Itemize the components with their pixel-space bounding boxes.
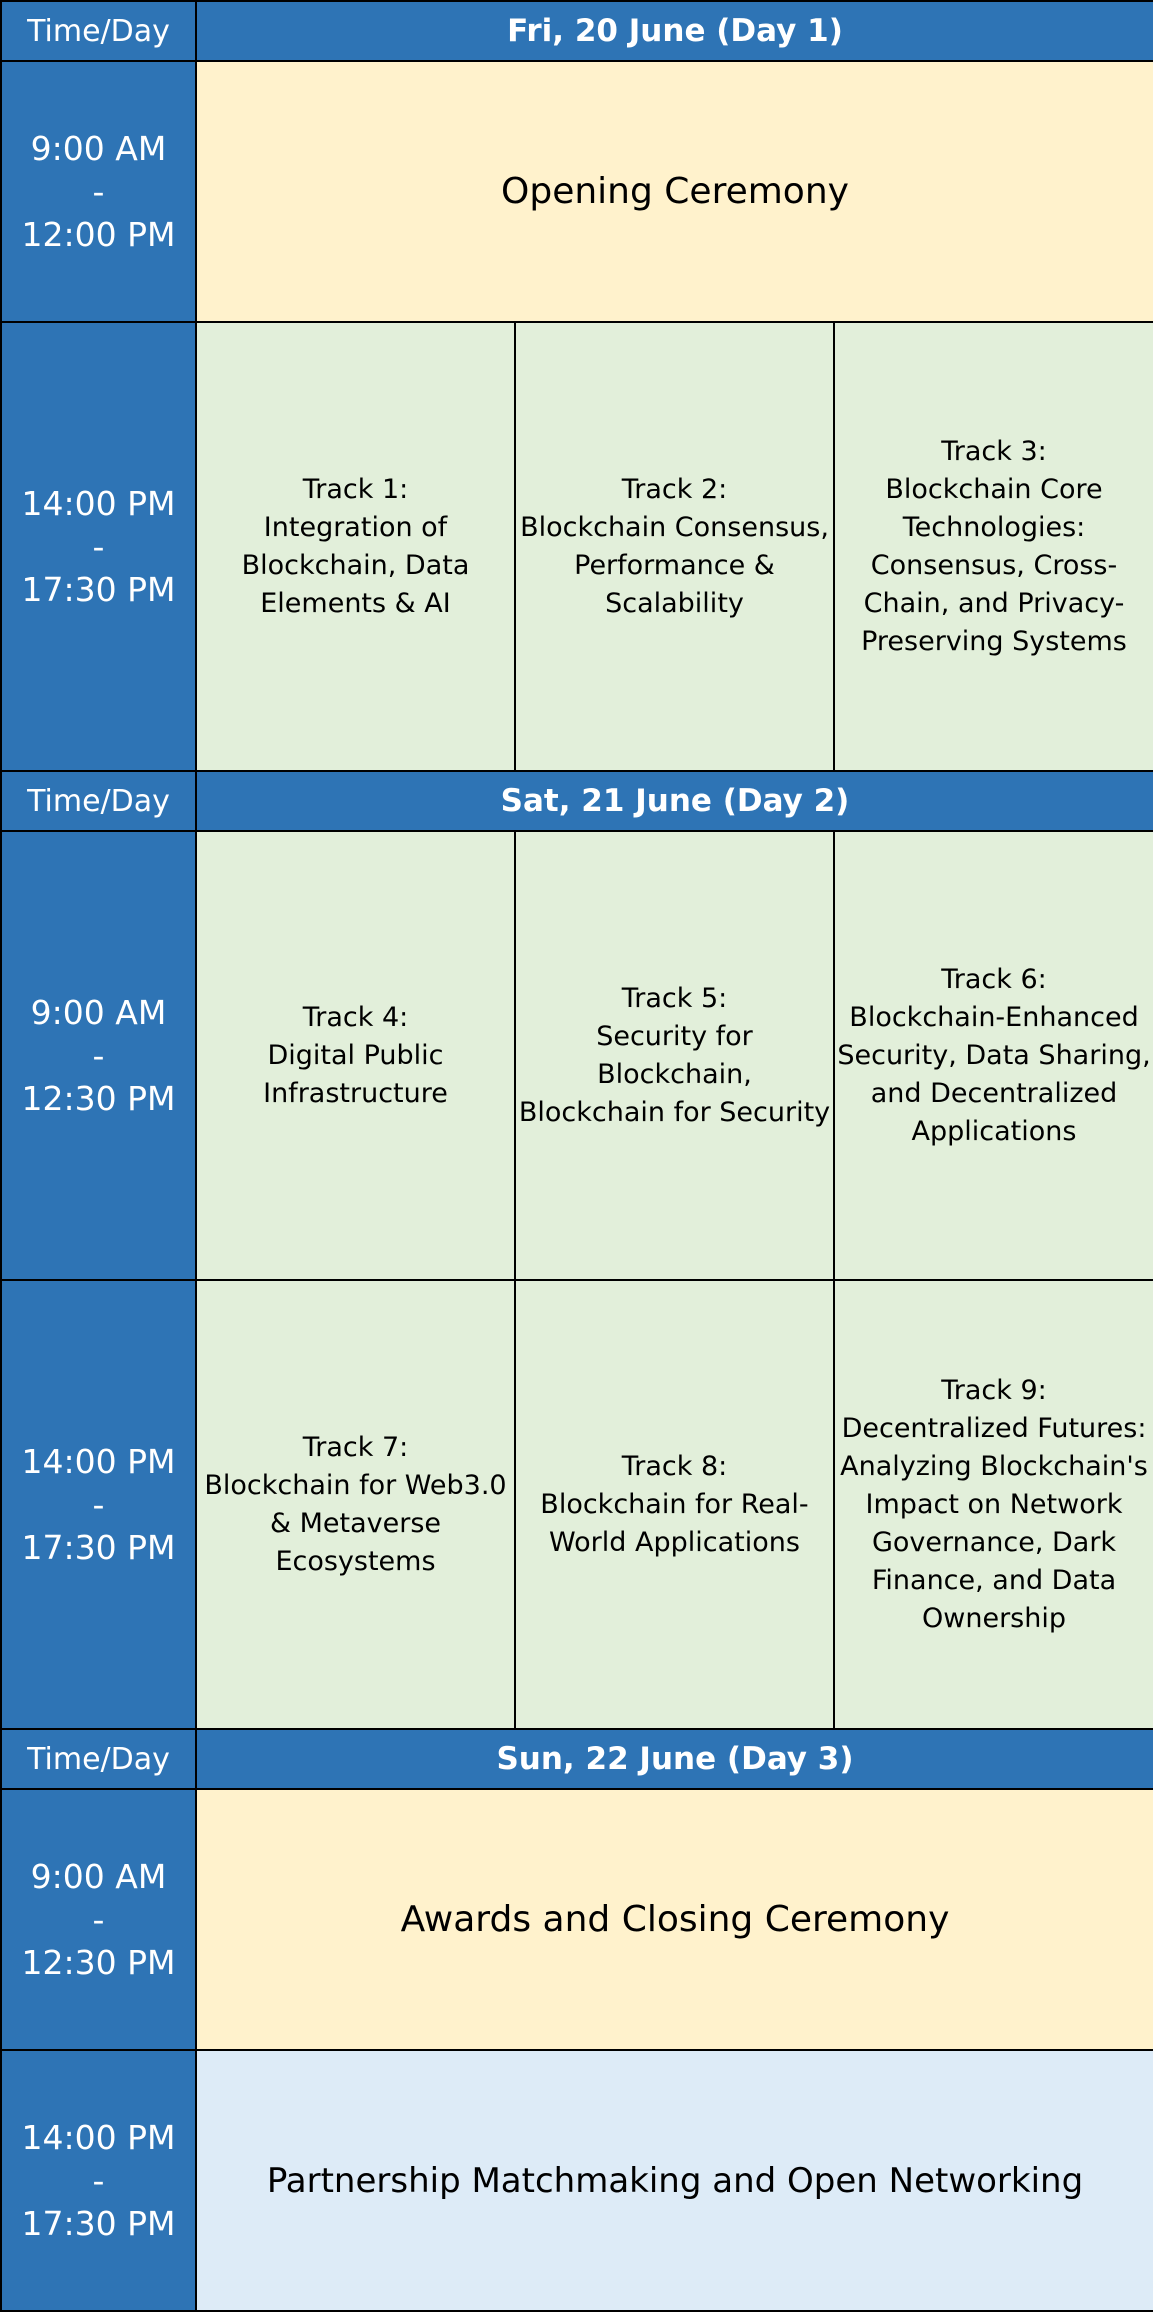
track-title-line: Impact on Network	[865, 1488, 1123, 1520]
track-2-cell	[515, 322, 834, 771]
time-day-label: Time/Day	[1, 1729, 196, 1789]
track-title-line: Technologies:	[902, 511, 1086, 543]
track-label: Track 3:	[941, 435, 1047, 467]
time-separator: -	[92, 527, 105, 566]
time-day-label: Time/Day	[1, 771, 196, 831]
day-1-afternoon-row	[1, 322, 1153, 771]
time-start: 14:00 PM	[21, 484, 176, 523]
time-slot	[1, 61, 196, 322]
closing-ceremony-cell: Awards and Closing Ceremony	[196, 1789, 1153, 2050]
time-day-label: Time/Day	[1, 1, 196, 61]
track-title-line: Blockchain, Data	[241, 549, 470, 581]
day-1-header-row	[1, 1, 1153, 61]
time-start: 9:00 AM	[30, 129, 167, 168]
time-slot	[1, 322, 196, 771]
opening-ceremony-cell: Opening Ceremony	[196, 61, 1153, 322]
track-label: Track 8:	[621, 1450, 728, 1482]
track-title-line: Finance, and Data	[871, 1564, 1117, 1596]
track-title-line: Digital Public	[267, 1039, 444, 1071]
time-end: 12:30 PM	[21, 1079, 176, 1118]
time-start: 14:00 PM	[21, 2118, 176, 2157]
track-label: Track 6:	[941, 963, 1047, 995]
day-3-header-row	[1, 1729, 1153, 1789]
track-label: Track 7:	[302, 1431, 409, 1463]
track-title-line: Analyzing Blockchain's	[840, 1450, 1148, 1482]
day-3-title: Sun, 22 June (Day 3)	[196, 1729, 1153, 1789]
track-title-line: Ecosystems	[275, 1545, 436, 1577]
track-8-cell	[515, 1280, 834, 1729]
day-2-afternoon-row	[1, 1280, 1153, 1729]
track-label: Track 5:	[621, 982, 728, 1014]
track-label: Track 2:	[621, 473, 728, 505]
track-title-line: Blockchain-Enhanced	[849, 1001, 1139, 1033]
track-title-line: Blockchain for Security	[518, 1096, 831, 1128]
track-title-line: and Decentralized	[870, 1077, 1118, 1109]
track-title-line: Performance &	[574, 549, 775, 581]
track-title-line: Blockchain Core	[885, 473, 1103, 505]
track-title-line: Chain, and Privacy-	[863, 587, 1125, 619]
track-title-line: Security for Blockchain,	[596, 1020, 753, 1090]
track-4-cell	[196, 831, 515, 1280]
time-end: 17:30 PM	[21, 1528, 176, 1567]
time-start: 14:00 PM	[21, 1442, 176, 1481]
day-3-afternoon-row	[1, 2050, 1153, 2311]
day-1-title: Fri, 20 June (Day 1)	[196, 1, 1153, 61]
time-slot	[1, 831, 196, 1280]
track-title-line: Scalability	[605, 587, 744, 619]
track-title-line: Infrastructure	[263, 1077, 448, 1109]
day-2-header-row	[1, 771, 1153, 831]
time-separator: -	[92, 2161, 105, 2200]
track-title-line: Security, Data Sharing,	[837, 1039, 1151, 1071]
track-title-line: Elements & AI	[260, 587, 451, 619]
track-title-line: Integration of	[263, 511, 448, 543]
track-title-line: Ownership	[922, 1602, 1066, 1634]
time-separator: -	[92, 1485, 105, 1524]
track-label: Track 4:	[302, 1001, 409, 1033]
track-1-cell	[196, 322, 515, 771]
time-end: 17:30 PM	[21, 2204, 176, 2243]
time-slot	[1, 2050, 196, 2311]
time-separator: -	[92, 172, 105, 211]
day-2-title: Sat, 21 June (Day 2)	[196, 771, 1153, 831]
time-slot	[1, 1789, 196, 2050]
track-title-line: Decentralized Futures:	[841, 1412, 1147, 1444]
day-3-morning-row	[1, 1789, 1153, 2050]
track-title-line: Blockchain for Real-	[540, 1488, 809, 1520]
track-title-line: Applications	[911, 1115, 1077, 1147]
track-label: Track 1:	[302, 473, 409, 505]
track-title-line: Governance, Dark	[871, 1526, 1117, 1558]
time-start: 9:00 AM	[30, 993, 167, 1032]
day-2-morning-row	[1, 831, 1153, 1280]
day-1-morning-row	[1, 61, 1153, 322]
track-label: Track 9:	[941, 1374, 1047, 1406]
track-title-line: World Applications	[549, 1526, 800, 1558]
time-start: 9:00 AM	[30, 1857, 167, 1896]
track-9-cell	[834, 1280, 1153, 1729]
time-end: 12:00 PM	[21, 215, 176, 254]
time-end: 12:30 PM	[21, 1943, 176, 1982]
track-title-line: Preserving Systems	[861, 625, 1127, 657]
time-end: 17:30 PM	[21, 570, 176, 609]
track-6-cell	[834, 831, 1153, 1280]
track-3-cell	[834, 322, 1153, 771]
time-separator: -	[92, 1900, 105, 1939]
time-slot	[1, 1280, 196, 1729]
time-separator: -	[92, 1036, 105, 1075]
networking-cell: Partnership Matchmaking and Open Networking	[196, 2050, 1153, 2311]
track-title-line: Blockchain Consensus,	[520, 511, 829, 543]
track-7-cell	[196, 1280, 515, 1729]
track-title-line: Blockchain for Web3.0	[204, 1469, 507, 1501]
track-title-line: & Metaverse	[269, 1507, 442, 1539]
track-title-line: Consensus, Cross-	[870, 549, 1118, 581]
track-5-cell	[515, 831, 834, 1280]
